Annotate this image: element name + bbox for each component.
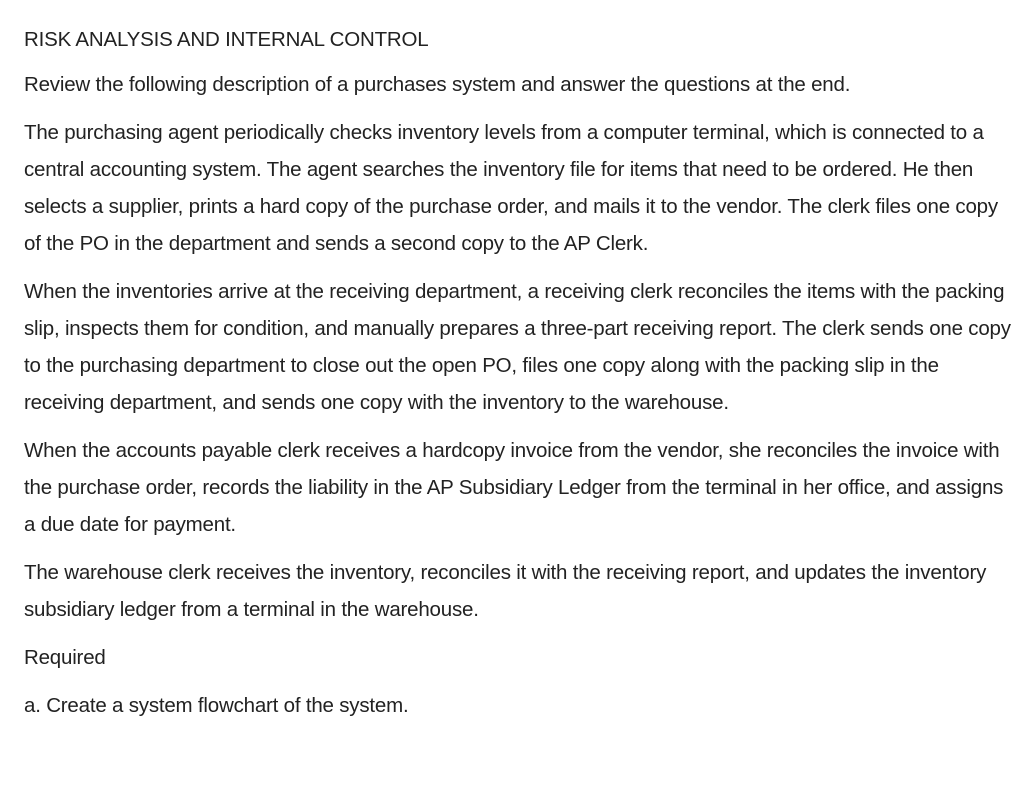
paragraph-receiving: When the inventories arrive at the receiving department, a receiving clerk reconciles the items with the packing slip, inspects them for condition, and manually prepares a three-part receiving report. The clerk sends one copy to the purchasing department to close out the open PO, files one copy along with the packing slip in the receiving department, and sends one copy with the inventory to the warehouse. — [24, 280, 1011, 414]
paragraph-accounts-payable: When the accounts payable clerk receives a hardcopy invoice from the vendor, she reconciles the invoice with the purchase order, records the liability in the AP Subsidiary Ledger from the terminal in her office, and assigns a due date for payment. — [24, 439, 1004, 536]
question-a: a. Create a system flowchart of the system. — [24, 694, 409, 717]
paragraph-purchasing: The purchasing agent periodically checks inventory levels from a computer terminal, which is connected to a central accounting system. The agent searches the inventory file for items that need to be ordered. He then selects a supplier, prints a hard copy of the purchase order, and mails it to the vendor. The clerk files one copy of the PO in the department and sends a second copy to the AP Clerk. — [24, 121, 998, 255]
paragraph-warehouse: The warehouse clerk receives the inventory, reconciles it with the receiving report, and updates the inventory subsidiary ledger from a terminal in the warehouse. — [24, 561, 987, 621]
document-body — [24, 24, 1014, 735]
document-title: RISK ANALYSIS AND INTERNAL CONTROL — [24, 28, 429, 51]
required-label: Required — [24, 646, 106, 669]
intro-paragraph: Review the following description of a purchases system and answer the questions at the end. — [24, 73, 851, 96]
